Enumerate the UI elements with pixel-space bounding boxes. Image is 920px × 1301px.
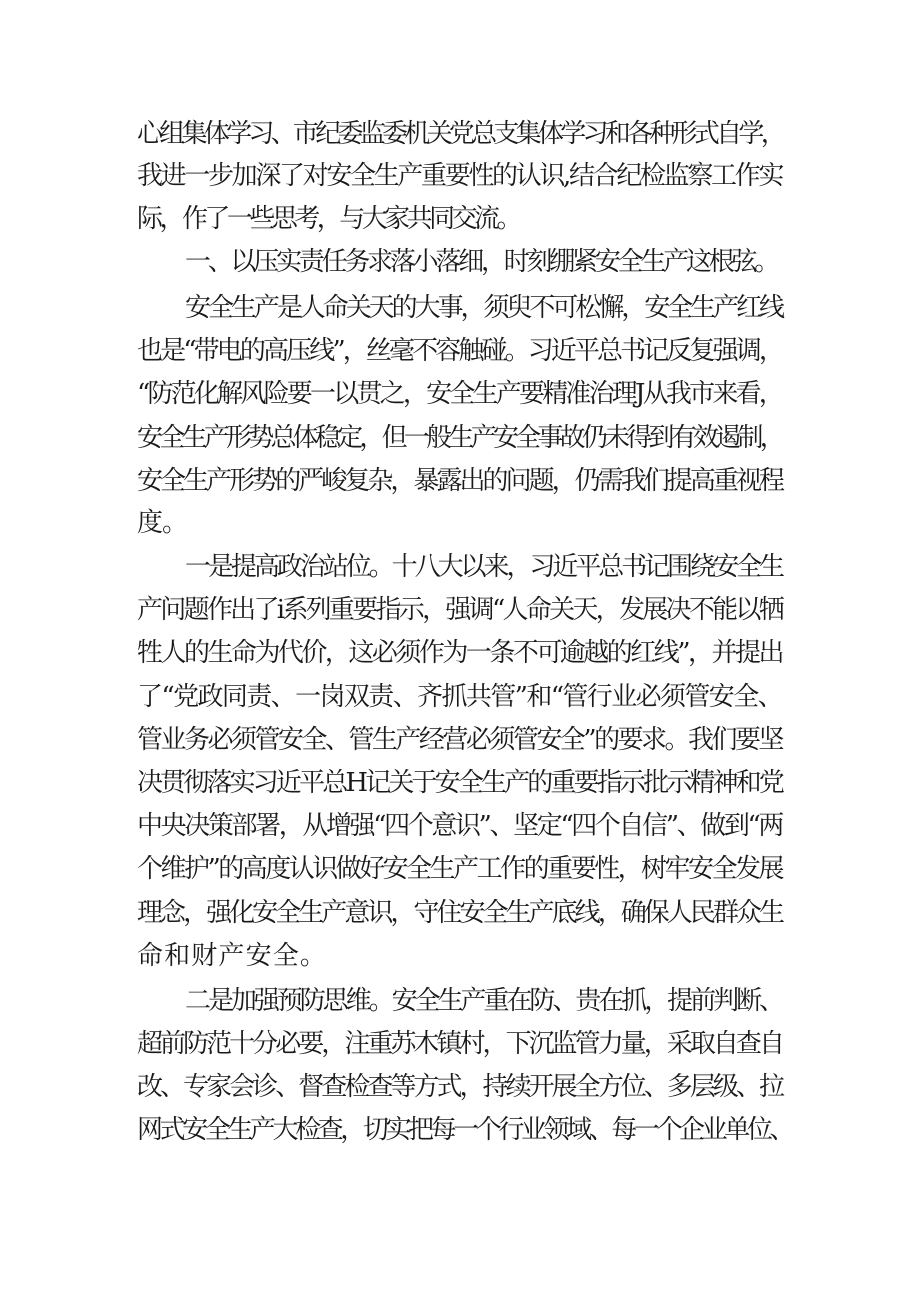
text-line-content: 二是加强预防思维。安全生产重在防、贵在抓，提前判断、 <box>185 986 782 1016</box>
text-line-content: 我进一步加深了对安全生产重要性的认识,结合纪检监察工作实 <box>137 161 783 191</box>
text-line-content: 理念，强化安全生产意识，守住安全生产底线，确保人民群众生 <box>137 898 782 928</box>
text-line <box>0 677 920 717</box>
text-line <box>0 1024 920 1064</box>
section-heading <box>0 242 920 282</box>
text-line <box>0 547 920 587</box>
text-line-content: 度。 <box>137 508 187 538</box>
text-line-content: 个维护”的高度认识做好安全生产工作的重要性，树牢安全发展 <box>137 854 782 884</box>
text-line-content: 管业务必须管安全、管生产经营必须管安全”的要求。我们要坚 <box>137 725 782 755</box>
text-line-content: 了“党政同责、一岗双责、齐抓共管”和“管行业必须管安全、 <box>137 682 782 712</box>
text-line <box>0 1067 920 1107</box>
text-line <box>0 763 920 803</box>
text-line-content: 心组集体学习、市纪委监委机关党总支集体学习和各种形式自学， <box>137 119 783 149</box>
text-line <box>0 461 920 501</box>
text-line <box>0 114 920 154</box>
text-line <box>0 849 920 889</box>
text-line <box>0 374 920 414</box>
text-line-content: 安全生产是人命关天的大事，须臾不可松懈，安全生产红线 <box>185 293 782 323</box>
text-line-content: 安全生产形势总体稳定，但一般生产安全事故仍未得到有效遏制， <box>137 423 782 453</box>
text-line <box>0 331 920 371</box>
text-line-content: 一是提高政治站位。十八大以来，习近平总书记围绕安全生 <box>185 552 782 582</box>
text-line-content: 际，作了一些思考，与大家共同交流。 <box>137 204 519 234</box>
text-line <box>0 418 920 458</box>
text-line-content: 网式安全生产大检查，切实把每一个行业领域、每一个企业单位、 <box>137 1115 792 1145</box>
text-line-content: 超前防范十分必要，注重苏木镇村，下沉监管力量，采取自查自 <box>137 1029 782 1059</box>
text-line <box>0 633 920 673</box>
text-line-content: 牲人的生命为代价，这必须作为一条不可逾越的红线”，并提出 <box>137 638 782 668</box>
text-line <box>0 981 920 1021</box>
text-line <box>0 893 920 933</box>
text-line <box>0 936 920 976</box>
text-line <box>0 288 920 328</box>
text-line-content: 产问题作出了i系列重要指示，强调“人命关天，发展决不能以牺 <box>137 595 782 625</box>
text-line <box>0 1110 920 1150</box>
text-line-content: 安全生产形势的严峻复杂，暴露出的问题，仍需我们提高重视程 <box>137 466 782 496</box>
text-line <box>0 590 920 630</box>
text-line-content: 改、专家会诊、督查检查等方式，持续开展全方位、多层级、拉 <box>137 1072 782 1102</box>
text-line-content: “防范化解风险要一以贯之，安全生产要精准治理J从我市来看， <box>137 379 782 409</box>
text-line <box>0 199 920 239</box>
text-line <box>0 806 920 846</box>
text-line-content: 一、以压实责任务求落小落细，时刻绷紧安全生产这根弦。 <box>185 247 777 277</box>
text-line-content: 中央决策部署，从增强“四个意识”、坚定“四个自信”、做到“两 <box>137 811 782 841</box>
text-line-content: 决贯彻落实习近平总H记关于安全生产的重要指示批示精神和党 <box>137 768 782 798</box>
text-line <box>0 720 920 760</box>
text-line <box>0 503 920 543</box>
text-line-content: 命和财产安全。 <box>137 941 327 971</box>
text-line-content: 也是“带电的高压线”，丝毫不容触碰。习近平总书记反复强调， <box>137 336 782 366</box>
text-line <box>0 156 920 196</box>
